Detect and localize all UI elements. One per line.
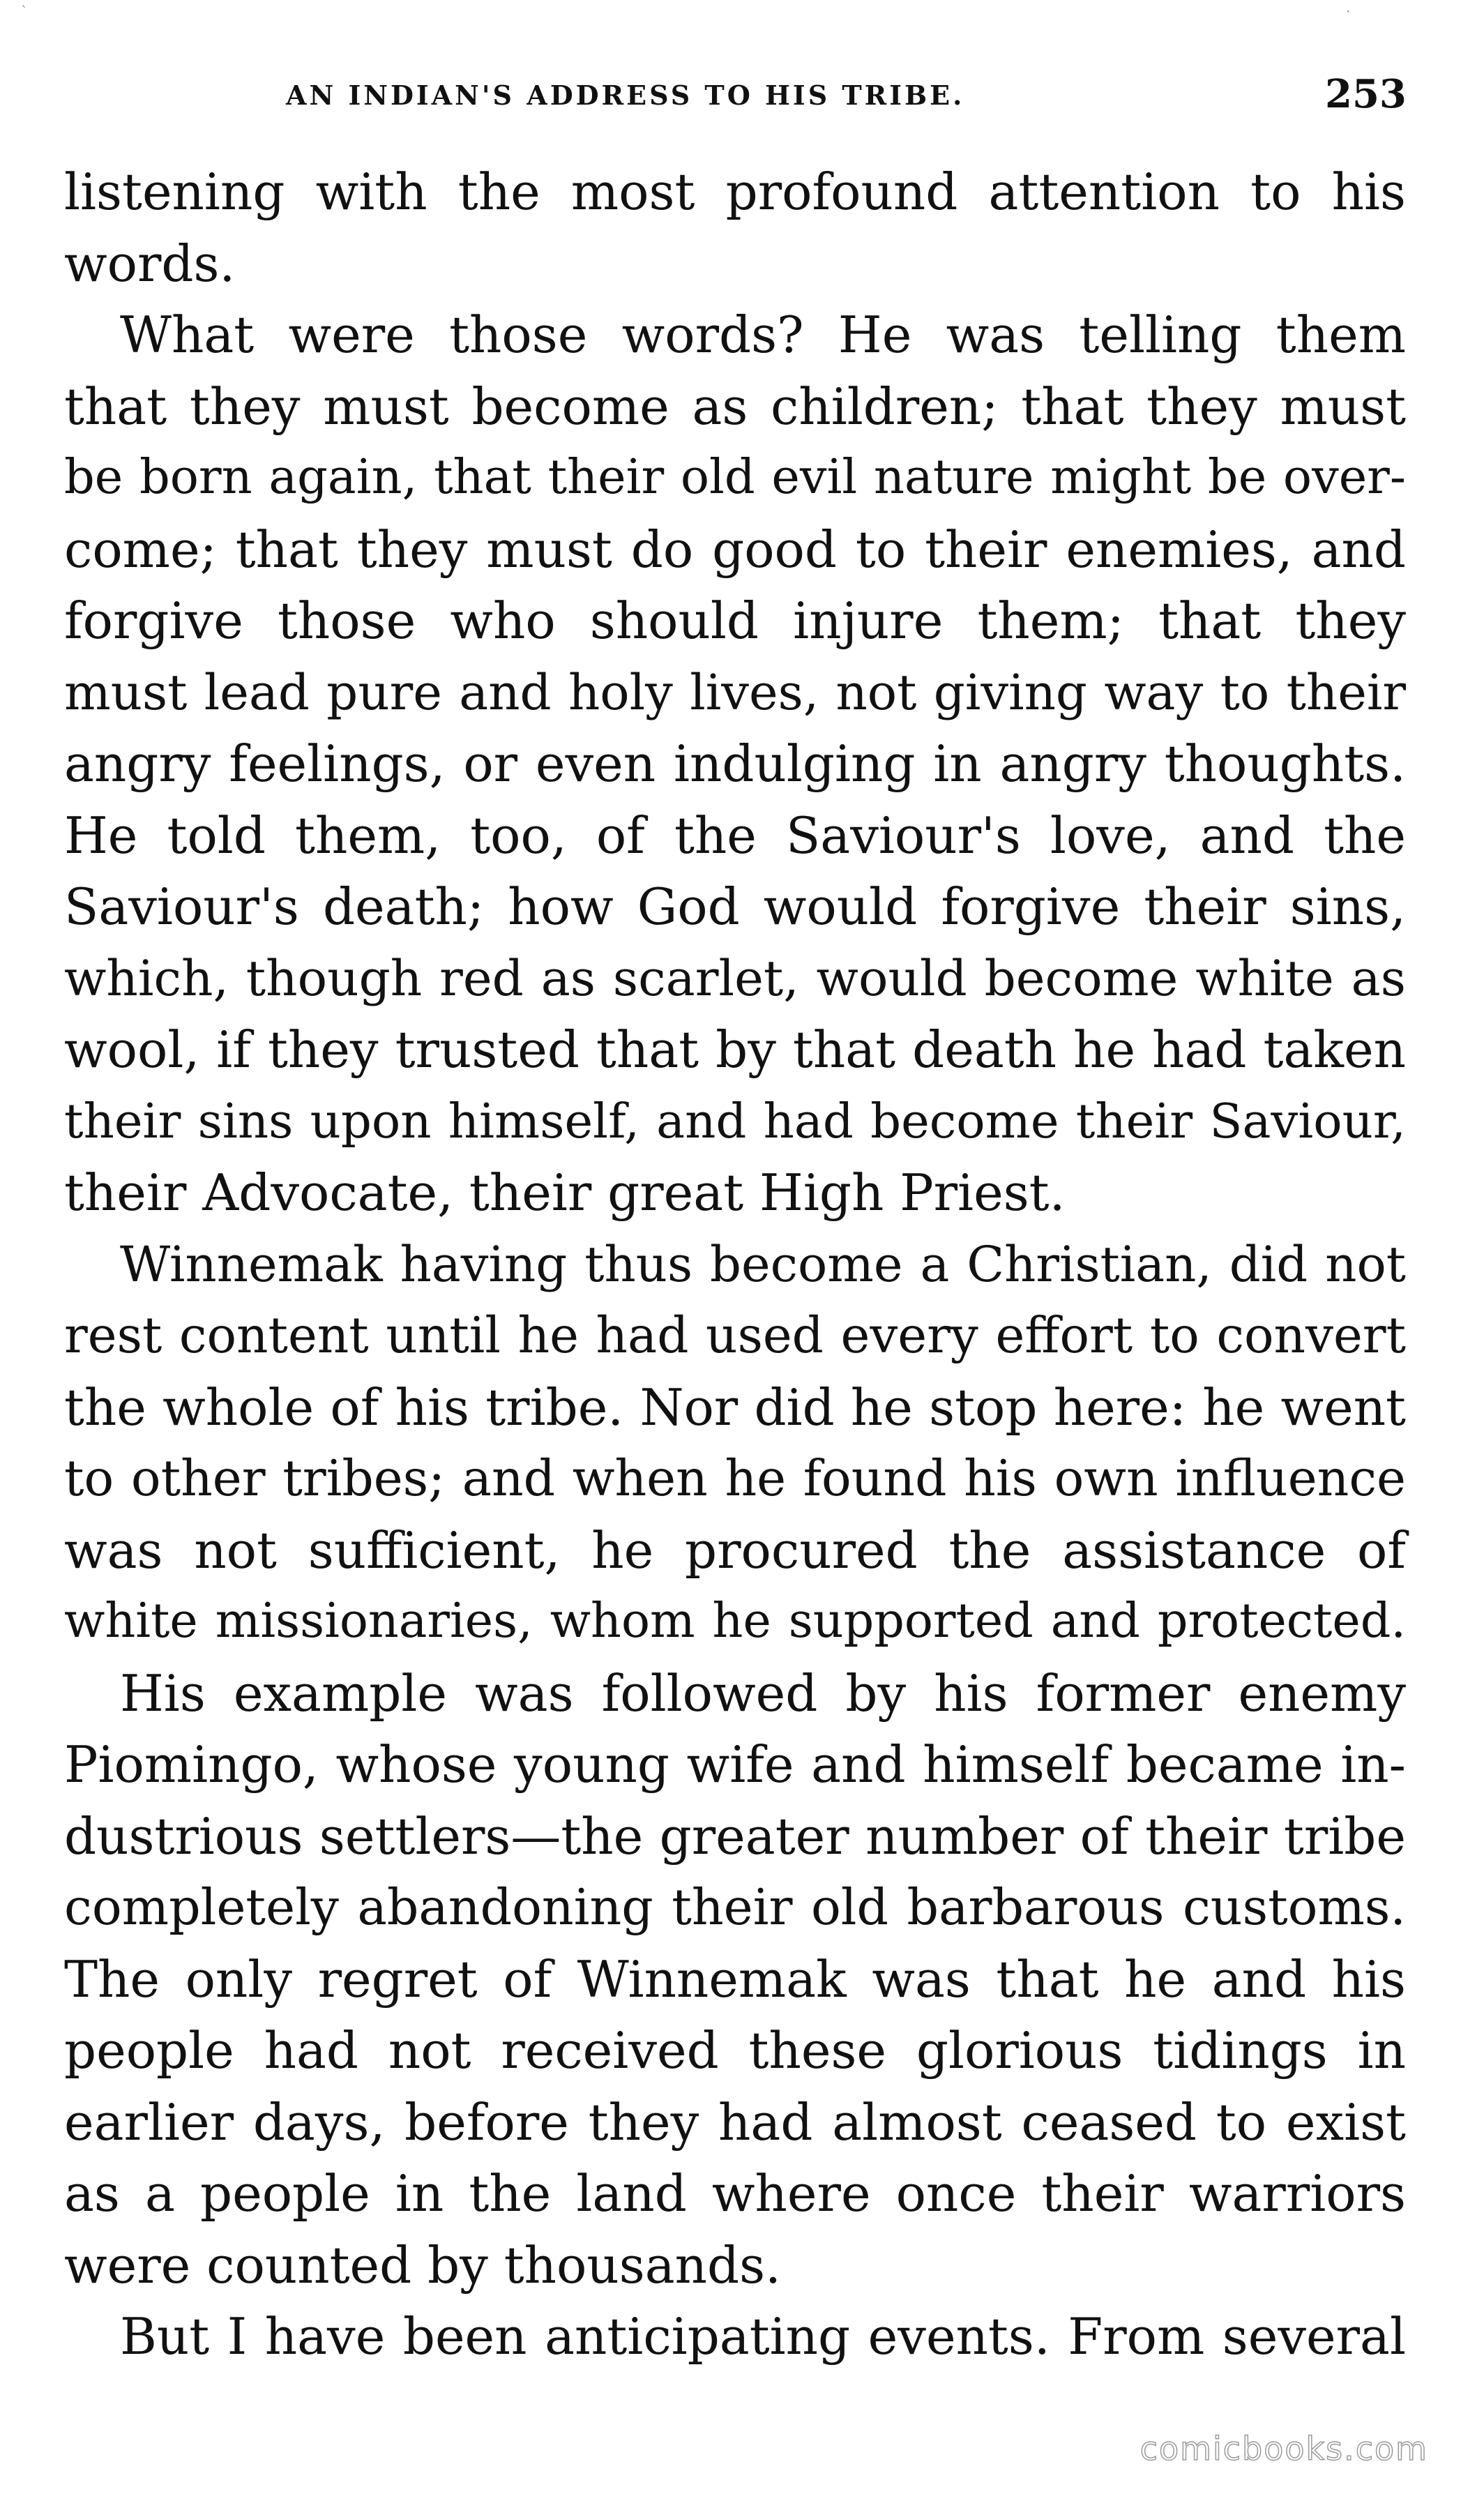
scan-corner-mark-right: · <box>1346 3 1351 20</box>
text-line: to other tribes; and when he found his own influence <box>64 1449 1406 1507</box>
text-line: completely abandoning their old barbarous customs. <box>64 1878 1406 1936</box>
running-title: AN INDIAN'S ADDRESS TO HIS TRIBE. <box>286 80 965 111</box>
text-line: as a people in the land where once their warriors <box>64 2164 1406 2223</box>
page-number: 253 <box>1325 71 1407 117</box>
text-line: forgive those who should injure them; that they <box>64 591 1406 650</box>
text-line: rest content until he had used every effort to convert <box>64 1306 1406 1364</box>
text-line: What were those words? He was telling them <box>120 305 1406 364</box>
text-line: come; that they must do good to their enemies, and <box>64 520 1406 579</box>
text-line: The only regret of Winnemak was that he and his <box>64 1949 1406 2009</box>
text-line: He told them, too, of the Saviour's love, and the <box>64 806 1406 865</box>
text-line: were counted by thousands. <box>64 2235 781 2295</box>
text-line: white missionaries, whom he supported and protected. <box>64 1594 1406 1649</box>
body-text <box>64 156 1406 2373</box>
text-line: Winnemak having thus become a Christian, did not <box>120 1235 1406 1293</box>
text-line: the whole of his tribe. Nor did he stop here: he went <box>64 1377 1406 1437</box>
text-line: their Advocate, their great High Priest. <box>64 1163 1066 1222</box>
text-line: words. <box>64 234 236 293</box>
text-line: people had not received these glorious tidings in <box>64 2021 1406 2080</box>
text-line: earlier days, before they had almost ceased to exist <box>64 2092 1406 2152</box>
watermark: comicbooks.com <box>1140 2430 1428 2468</box>
text-line: dustrious settlers—the greater number of their tribe <box>64 1806 1406 1866</box>
text-line: wool, if they trusted that by that death he had taken <box>64 1020 1406 1079</box>
text-line: must lead pure and holy lives, not giving way to their <box>64 663 1406 721</box>
text-line: that they must become as children; that they must <box>64 377 1406 436</box>
scan-corner-mark-left: ` <box>21 3 28 20</box>
text-line: listening with the most profound attention to his <box>64 163 1406 221</box>
text-line: Saviour's death; how God would forgive their sins, <box>64 877 1406 936</box>
text-line: His example was followed by his former enemy <box>120 1663 1406 1723</box>
text-line: was not sufficient, he procured the assistance of <box>64 1520 1406 1580</box>
text-line: Piomingo, whose young wife and himself became in- <box>64 1735 1406 1794</box>
text-line: which, though red as scarlet, would become white as <box>64 949 1406 1007</box>
text-line: their sins upon himself, and had become their Saviour, <box>64 1093 1406 1149</box>
text-line: angry feelings, or even indulging in angry thoughts. <box>64 734 1406 793</box>
text-line: be born again, that their old evil nature might be over- <box>64 450 1406 505</box>
running-head <box>0 67 1484 116</box>
text-line: But I have been anticipating events. From several <box>120 2307 1406 2366</box>
